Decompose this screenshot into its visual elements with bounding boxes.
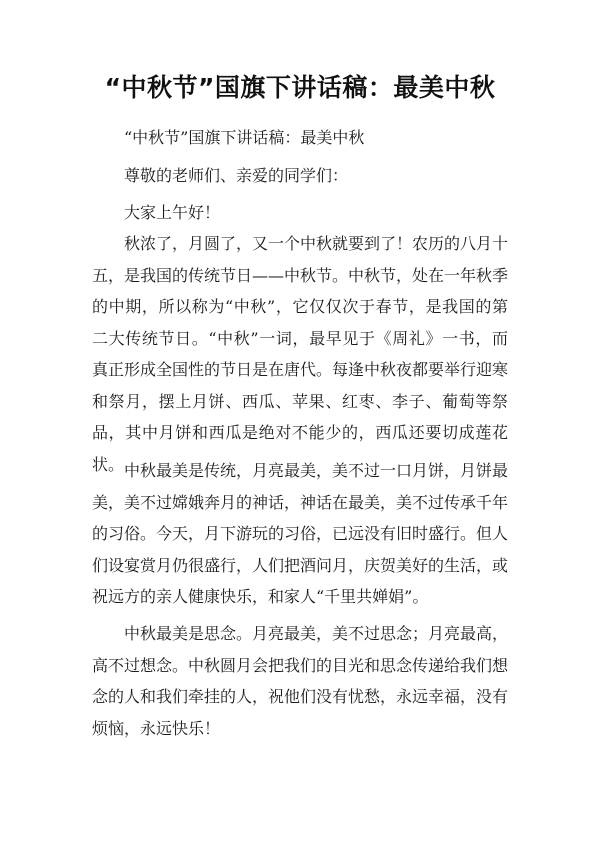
document-title: “中秋节”国旗下讲话稿：最美中秋 (104, 73, 496, 102)
body-paragraph-origin: 秋浓了，月圆了，又一个中秋就要到了！农历的八月十五，是我国的传统节日——中秋节。中秋节，处在一年秋季的中期，所以称为“中秋”，它仅仅次于春节，是我国的第二大传统节日。“中秋”一词，最早见于《周礼》一书，而真正形成全国性的节日是在唐代。每逢中秋夜都要举行迎寒和祭月，摆上月饼、西瓜、苹果、红枣、李子、葡萄等祭品，其中月饼和西瓜是绝对不能少的，西瓜还要切成莲花状。 (92, 234, 509, 474)
body-paragraph-longing: 中秋最美是思念。月亮最美，美不过思念；月亮最高，高不过想念。中秋圆月会把我们的目光和思念传递给我们想念的人和我们牵挂的人，祝他们没有忧愁，永远幸福，没有烦恼，永远快乐！ (92, 624, 509, 738)
subtitle-paragraph: “中秋节”国旗下讲话稿：最美中秋 (124, 128, 365, 147)
salutation-paragraph: 尊敬的老师们、亲爱的同学们： (124, 166, 349, 185)
greeting-paragraph: 大家上午好！ (124, 203, 221, 222)
body-paragraph-tradition: 中秋最美是传统，月亮最美，美不过一口月饼，月饼最美，美不过嫦娥奔月的神话，神话在最美，美不过传承千年的习俗。今天，月下游玩的习俗，已远没有旧时盛行。但人们设宴赏月仍很盛行，人们把酒问月，庆贺美好的生活，或祝远方的亲人健康快乐，和家人“千里共婵娟”。 (92, 461, 509, 606)
